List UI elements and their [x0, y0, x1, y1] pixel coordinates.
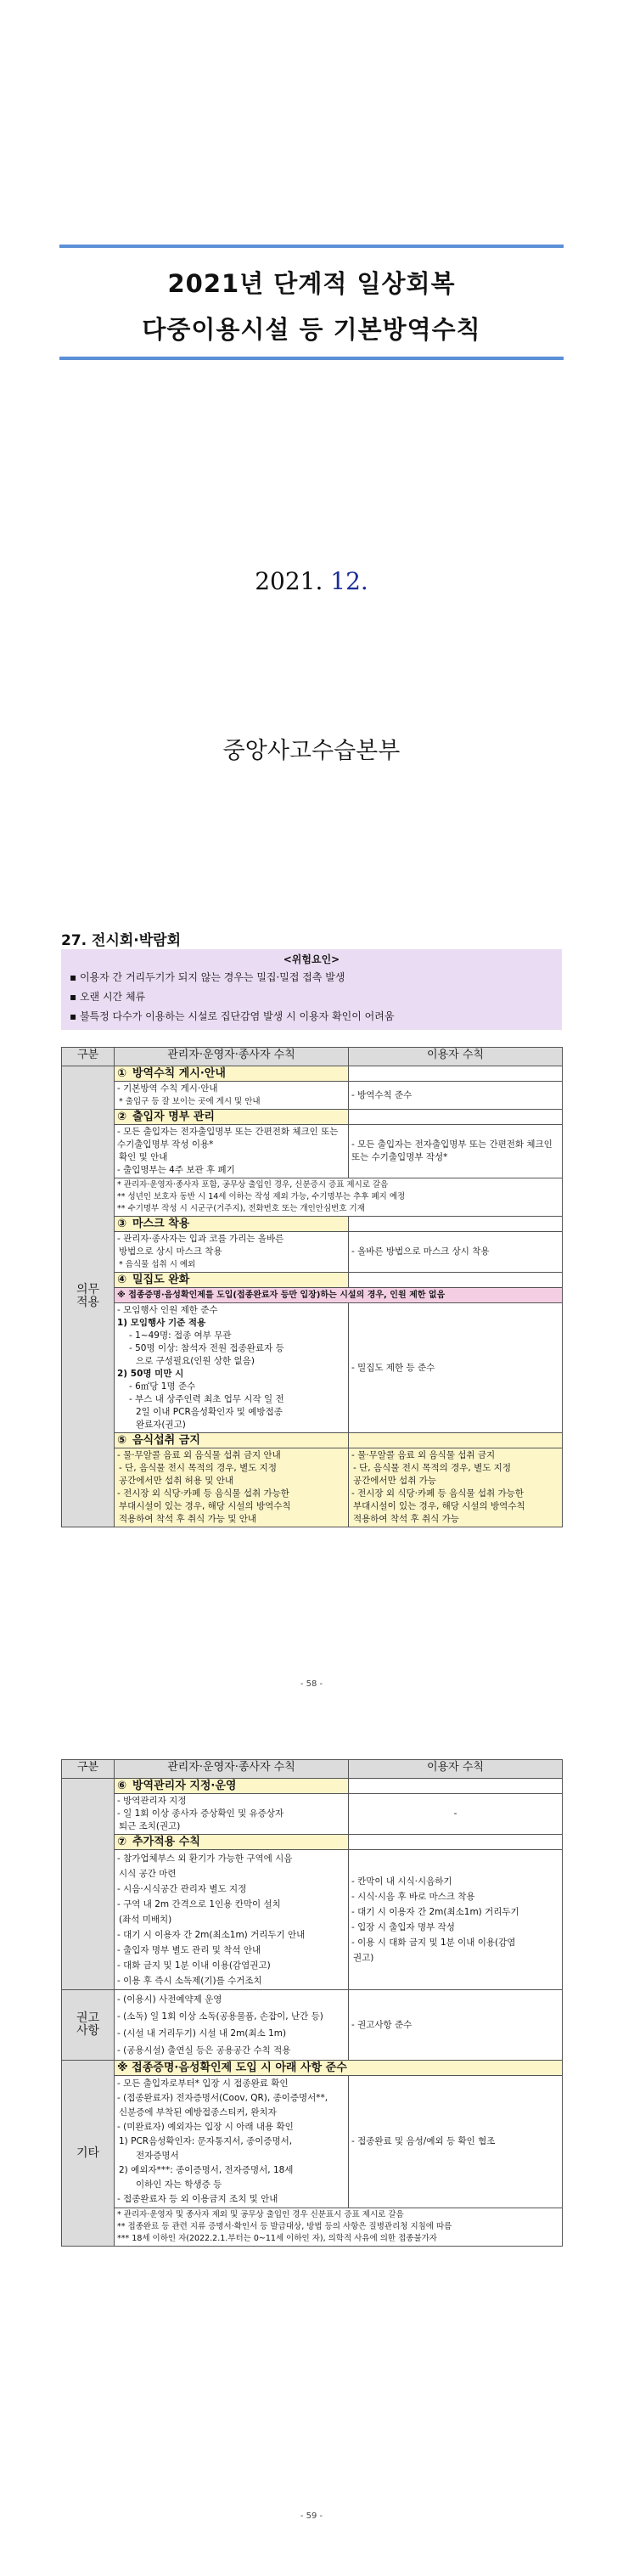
- section-title-entry-log: ② 출입자 명부 관리: [115, 1110, 349, 1125]
- header-user-rules: 이용자 수칙: [349, 1048, 563, 1066]
- vaccine-pass-banner: ※ 접종증명·음성확인제 도입 시 아래 사항 준수: [115, 2061, 563, 2076]
- risk-item: ▪ 오랜 시간 체류: [70, 987, 562, 1007]
- vaccine-pass-notes: * 관리자·운영자 및 종사자 제외 및 공무상 출입인 경우 신분표시 증표 제시로 갈음 ** 접종완료 등 관련 지류 증명서·확인서 등 발급대상, 방법 등의 사항은 질병관리청 지침에 따름 *** 18세 이하인 자(2022.2.1.부터는 0~11세 이하인 자), 의학적 사유에 의한 접종불가자: [115, 2208, 563, 2247]
- risk-factors-box: [61, 949, 562, 1030]
- user-rule-vaccine-pass: - 접종완료 및 음성/예외 등 확인 협조: [349, 2076, 563, 2208]
- title-line-1: 2021년 단계적 일상회복: [167, 269, 456, 298]
- user-rule-additional: - 칸막이 내 시식·시음하기 - 시식·시음 후 바로 마스크 착용 - 대기 시 이용자 간 2m(최소1m) 거리두기 - 입장 시 출입자 명부 작성 - 이용 시 대화 금지 및 1분 이내 이용(감염 권고): [349, 1850, 563, 1990]
- manager-rule-entry-log: - 모든 출입자는 전자출입명부 또는 간편전화 체크인 또는 수기출입명부 작성 이용* 확인 및 안내 - 출입명부는 4주 보관 후 폐기: [115, 1125, 349, 1178]
- page-number-58: - 58 -: [300, 1679, 323, 1689]
- user-rule-density: - 밀집도 제한 등 준수: [349, 1303, 563, 1433]
- section-title-density: ④ 밀집도 완화: [115, 1273, 349, 1288]
- user-recommendations: - 권고사항 준수: [349, 1990, 563, 2061]
- manager-rule-additional: - 참가업체부스 외 환기가 가능한 구역에 시음 시식 공간 마련 - 시음·시식공간 관리자 별도 지정 - 구역 내 2m 간격으로 1인용 칸막이 설치 (좌석 미배치) - 대기 시 이용자 간 2m(최소1m) 거리두기 안내 - 출입자 명부 별도 관리 및 착석 안내 - 대화 금지 및 1분 이내 이용(감염권고) - 이용 후 즉시 소독제(기)를 수거조치: [115, 1850, 349, 1990]
- header-category: 구분: [62, 1760, 115, 1779]
- title-line-2: 다중이용시설 등 기본방역수칙: [142, 315, 481, 344]
- risk-factors-title: <위험요인>: [283, 953, 340, 965]
- user-rule-mask: - 올바른 방법으로 마스크 상시 착용: [349, 1232, 563, 1273]
- title-bottom-rule: [59, 357, 564, 360]
- manager-rule-mask: - 관리자·종사자는 입과 코를 가리는 올바른 방법으로 상시 마스크 착용 * 음식물 섭취 시 예외: [115, 1232, 349, 1273]
- document-date: [0, 567, 623, 595]
- title-top-rule: [59, 245, 564, 248]
- manager-rule-no-food: - 물·무알콜 음료 외 음식물 섭취 금지 안내 - 단, 음식물 전시 목적의 경우, 별도 지정 공간에서만 섭취 허용 및 안내 - 전시장 외 식당·카페 등 음식물 섭취 가능한 부대시설이 있는 경우, 해당 시설의 방역수칙 적용하여 착석 후 취식 가능 및 안내: [115, 1448, 349, 1527]
- manager-recommendations: - (이용시) 사전예약제 운영 - (소독) 일 1회 이상 소독(공용물품, 손잡이, 난간 등) - (시설 내 거리두기) 시설 내 2m(최소 1m) - (공용시설) 출연실 등은 공용공간 수칙 적용: [115, 1990, 349, 2061]
- risk-item: ▪ 이용자 간 거리두기가 되지 않는 경우는 밀집·밀접 접촉 발생: [70, 968, 562, 987]
- page-number-59: - 59 -: [300, 2511, 323, 2521]
- section-title-quarantine-manager: ⑥ 방역관리자 지정·운영: [115, 1779, 349, 1794]
- header-category: 구분: [62, 1048, 115, 1066]
- date-month: 12.: [330, 567, 368, 595]
- category-mandatory: 의무 적용: [62, 1066, 115, 1527]
- header-manager-rules: 관리자·운영자·종사자 수칙: [115, 1048, 349, 1066]
- date-year: 2021.: [255, 567, 323, 595]
- category-recommendations: 권고 사항: [62, 1990, 115, 2061]
- manager-rule-vaccine-pass: - 모든 출입자로부터* 입장 시 접종완료 확인 - (접종완료자) 전자증명서(Coov, QR), 종이증명서**, 신분증에 부착된 예방접종스티커, 완치자 - (미완료자) 예외자는 입장 시 아래 내용 확인 1) PCR음성확인자: 문자통지서, 종이증명서, 전자증명서 2) 예외자***: 종이증명서, 전자증명서, 18세 이하인 자는 학생증 등 - 접종완료자 등 외 이용금지 조치 및 안내: [115, 2076, 349, 2208]
- header-manager-rules: 관리자·운영자·종사자 수칙: [115, 1760, 349, 1779]
- risk-item: ▪ 불특정 다수가 이용하는 시설로 집단감염 발생 시 이용자 확인이 어려움: [70, 1007, 562, 1026]
- user-rule-quarantine-manager: -: [349, 1794, 563, 1835]
- section-title-notice: ① 방역수칙 게시·안내: [115, 1066, 349, 1082]
- section-heading: 27. 전시회·박람회: [61, 932, 182, 949]
- manager-rule-notice: - 기본방역 수칙 게시·안내 * 출입구 등 잘 보이는 곳에 게시 및 안내: [115, 1082, 349, 1110]
- section-title-additional: ⑦ 추가적용 수칙: [115, 1835, 349, 1850]
- manager-rule-quarantine-manager: - 방역관리자 지정 - 일 1회 이상 종사자 증상확인 및 유증상자 퇴근 조치(권고): [115, 1794, 349, 1835]
- entry-log-notes: * 관리자·운영자·종사자 포함, 공무상 출입인 경우, 신분증시 증표 제시로 갈음 ** 성년인 보호자 동반 시 14세 이하는 작성 제외 가능, 수기명부는 추후 폐지 예정 ** 수기명부 작성 시 시군구(거주지), 전화번호 또는 개인안심번호 기재: [115, 1178, 563, 1217]
- category-etc: 기타: [62, 2061, 115, 2247]
- rules-table-page59: [61, 1759, 563, 2247]
- section-title-mask: ③ 마스크 착용: [115, 1217, 349, 1232]
- header-user-rules: 이용자 수칙: [349, 1760, 563, 1779]
- rules-table-page58: [61, 1047, 563, 1527]
- density-banner: ※ 접종증명·음성확인제를 도입(접종완료자 등만 입장)하는 시설의 경우, 인원 제한 없음: [115, 1288, 563, 1303]
- user-rule-notice: - 방역수칙 준수: [349, 1082, 563, 1110]
- organization-name: 중앙사고수습본부: [222, 738, 401, 764]
- user-rule-entry-log: - 모든 출입자는 전자출입명부 또는 간편전화 체크인 또는 수기출입명부 작성*: [349, 1125, 563, 1178]
- user-rule-no-food: - 물·무알콜 음료 외 음식물 섭취 금지 - 단, 음식물 전시 목적의 경우, 별도 지정 공간에서만 섭취 가능 - 전시장 외 식당·카페 등 음식물 섭취 가능한 부대시설이 있는 경우, 해당 시설의 방역수칙 적용하여 착석 후 취식 가능: [349, 1448, 563, 1527]
- section-title-no-food: ⑤ 음식섭취 금지: [115, 1433, 349, 1448]
- manager-rule-density: - 모임행사 인원 제한 준수 1) 모임행사 기준 적용 - 1~49명: 접종 여부 무관 - 50명 이상: 참석자 전원 접종완료자 등 으로 구성필요(인원 상한 없음) 2) 50명 미만 시 - 6㎡당 1명 준수 - 부스 내 상주인력 최초 업무 시작 일 전 2일 이내 PCR음성확인자 및 예방접종 완료자(권고): [115, 1303, 349, 1433]
